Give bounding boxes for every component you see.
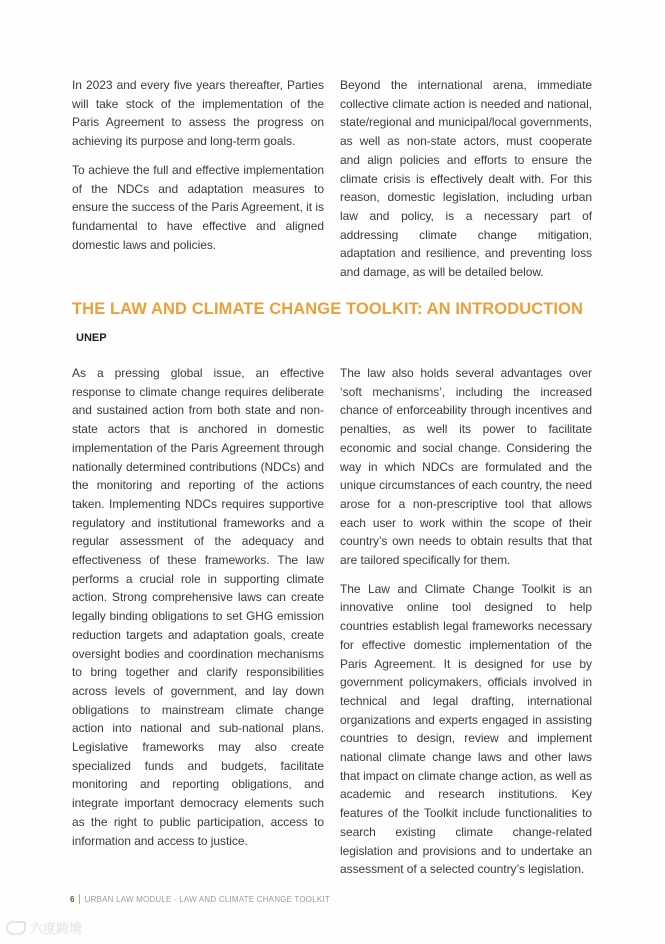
page-footer xyxy=(70,894,330,904)
paragraph: Beyond the international arena, immediate collective climate action is needed and national, state/regional and municipal/local governments, as well as non-state actors, must cooperate and align policies and efforts to ensure the climate crisis is effectively dealt with. For this reason, domestic legislation, including urban law and policy, is a necessary part of addressing climate change mitigation, adaptation and resilience, and preventing loss and damage, as will be detailed below. xyxy=(340,78,592,280)
watermark-text: 六度跨境 xyxy=(30,921,83,936)
section-left-column xyxy=(72,364,324,860)
paragraph: In 2023 and every five years thereafter, Parties will take stock of the implementation of the Paris Agreement to assess the progress on achieving its purpose and long-term goals. xyxy=(72,78,324,149)
intro-right-column xyxy=(340,76,592,292)
watermark-logo-icon xyxy=(6,921,26,935)
running-title: URBAN LAW MODULE - LAW AND CLIMATE CHANGE TOOLKIT xyxy=(84,894,330,904)
footer-divider xyxy=(79,894,80,904)
paragraph: To achieve the full and effective implementation of the NDCs and adaptation measures to ensure the success of the Paris Agreement, it is fundamental to have effective and aligned domestic laws and policies. xyxy=(72,162,324,252)
paragraph: As a pressing global issue, an effective response to climate change requires deliberate and sustained action from both state and non-state actors that is anchored in domestic implementation of the Paris Agreement through nationally determined contributions (NDCs) and the monitoring and reporting of the actions taken. Implementing NDCs requires supportive regulatory and institutional frameworks and a regular assessment of the adequacy and effectiveness of these frameworks. The law performs a crucial role in supporting climate action. Strong comprehensive laws can create legally binding obligations to set GHG emission reduction targets and adaptation goals, create oversight bodies and coordination mechanisms to bring together and clarify responsibilities across levels of government, and lay down obligations to mainstream climate change action into national and sub-national plans. Legislative frameworks may also create specialized funds and budgets, facilitate monitoring and reporting obligations, and integrate important democracy elements such as the right to public participation, access to information and access to justice. xyxy=(72,366,324,848)
paragraph: The law also holds several advantages over ‘soft mechanisms’, including the increased chance of enforceability through incentives and penalties, as well its power to facilitate economic and social change. Considering the way in which NDCs are formulated and the unique circumstances of each country, the need arose for a non-prescriptive tool that allows each user to work within the scope of their country’s own needs to obtain results that that are tailored specifically for them. xyxy=(340,366,592,568)
section-title: THE LAW AND CLIMATE CHANGE TOOLKIT: AN INTRODUCTION xyxy=(72,300,584,318)
watermark xyxy=(6,918,82,937)
section-right-column xyxy=(340,364,592,889)
intro-left-column xyxy=(72,76,324,264)
paragraph: The Law and Climate Change Toolkit is an innovative online tool designed to help countries establish legal frameworks necessary for effective domestic implementation of the Paris Agreement. It is designed for use by government policymakers, officials involved in technical and legal drafting, international organizations and experts engaged in assisting countries to design, review and implement national climate change laws and other laws that impact on climate change action, as well as academic and research institutions. Key features of the Toolkit include functionalities to search existing climate change-related legislation and provisions and to undertake an assessment of a selected country’s legislation. xyxy=(340,581,592,877)
section-author: UNEP xyxy=(76,332,107,344)
page-number: 6 xyxy=(70,894,75,904)
